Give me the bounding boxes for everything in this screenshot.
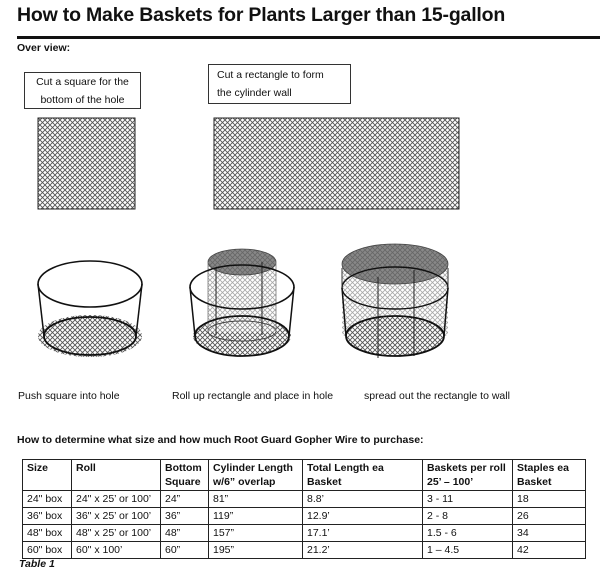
mesh-square-icon (38, 118, 135, 209)
cell-bottom: 48” (161, 525, 209, 542)
page-title: How to Make Baskets for Plants Larger than 15-gallon (17, 4, 506, 26)
basket-size-table (22, 459, 586, 559)
cell-baskets: 1 – 4.5 (423, 542, 513, 559)
callout-rectangle-line2: the cylinder wall (217, 87, 292, 99)
header-size: Size (23, 460, 72, 491)
rolled-rectangle-in-hole-icon (190, 249, 294, 356)
header-roll: Roll (72, 460, 161, 491)
overview-label: Over view: (17, 42, 71, 54)
cell-size: 48" box (23, 525, 72, 542)
cell-staples: 42 (513, 542, 586, 559)
cell-staples: 34 (513, 525, 586, 542)
cell-roll: 48" x 25’ or 100’ (72, 525, 161, 542)
cell-cylinder: 195” (209, 542, 303, 559)
spread-rectangle-icon (342, 244, 448, 358)
cell-bottom: 24” (161, 491, 209, 508)
table-row (23, 542, 586, 559)
cell-staples: 18 (513, 491, 586, 508)
callout-square-line2: bottom of the hole (40, 94, 125, 106)
cell-cylinder: 157” (209, 525, 303, 542)
table-header-row (23, 460, 586, 491)
step-caption-push-square: Push square into hole (18, 390, 120, 402)
cell-total: 21.2’ (303, 542, 423, 559)
cell-bottom: 36” (161, 508, 209, 525)
table-row (23, 491, 586, 508)
cell-total: 17.1’ (303, 525, 423, 542)
cell-staples: 26 (513, 508, 586, 525)
section-heading: How to determine what size and how much Root Guard Gopher Wire to purchase: (17, 434, 424, 446)
cell-bottom: 60” (161, 542, 209, 559)
callout-square-line1: Cut a square for the (36, 76, 129, 88)
header-staples: Staples ea Basket (513, 460, 586, 491)
cell-baskets: 3 - 11 (423, 491, 513, 508)
cell-size: 24" box (23, 491, 72, 508)
header-baskets-per-roll: Baskets per roll 25’ – 100’ (423, 460, 513, 491)
cell-baskets: 1.5 - 6 (423, 525, 513, 542)
hole-with-square-icon (38, 261, 142, 357)
cell-size: 36" box (23, 508, 72, 525)
header-cylinder-length: Cylinder Length w/6” overlap (209, 460, 303, 491)
header-total-length: Total Length ea Basket (303, 460, 423, 491)
header-bottom-square: Bottom Square (161, 460, 209, 491)
table-caption: Table 1 (19, 558, 55, 570)
cell-size: 60" box (23, 542, 72, 559)
mesh-rectangle-icon (214, 118, 459, 209)
step-caption-roll-rectangle: Roll up rectangle and place in hole (172, 390, 334, 402)
cell-total: 12.9’ (303, 508, 423, 525)
cell-roll: 60" x 100’ (72, 542, 161, 559)
step-caption-spread-rectangle: spread out the rectangle to wall (364, 390, 510, 402)
cell-roll: 24" x 25’ or 100’ (72, 491, 161, 508)
cell-cylinder: 119” (209, 508, 303, 525)
cell-total: 8.8’ (303, 491, 423, 508)
cell-baskets: 2 - 8 (423, 508, 513, 525)
table-row (23, 508, 586, 525)
cell-roll: 36" x 25’ or 100’ (72, 508, 161, 525)
table-row (23, 525, 586, 542)
callout-rectangle-line1: Cut a rectangle to form (217, 69, 324, 81)
cell-cylinder: 81” (209, 491, 303, 508)
